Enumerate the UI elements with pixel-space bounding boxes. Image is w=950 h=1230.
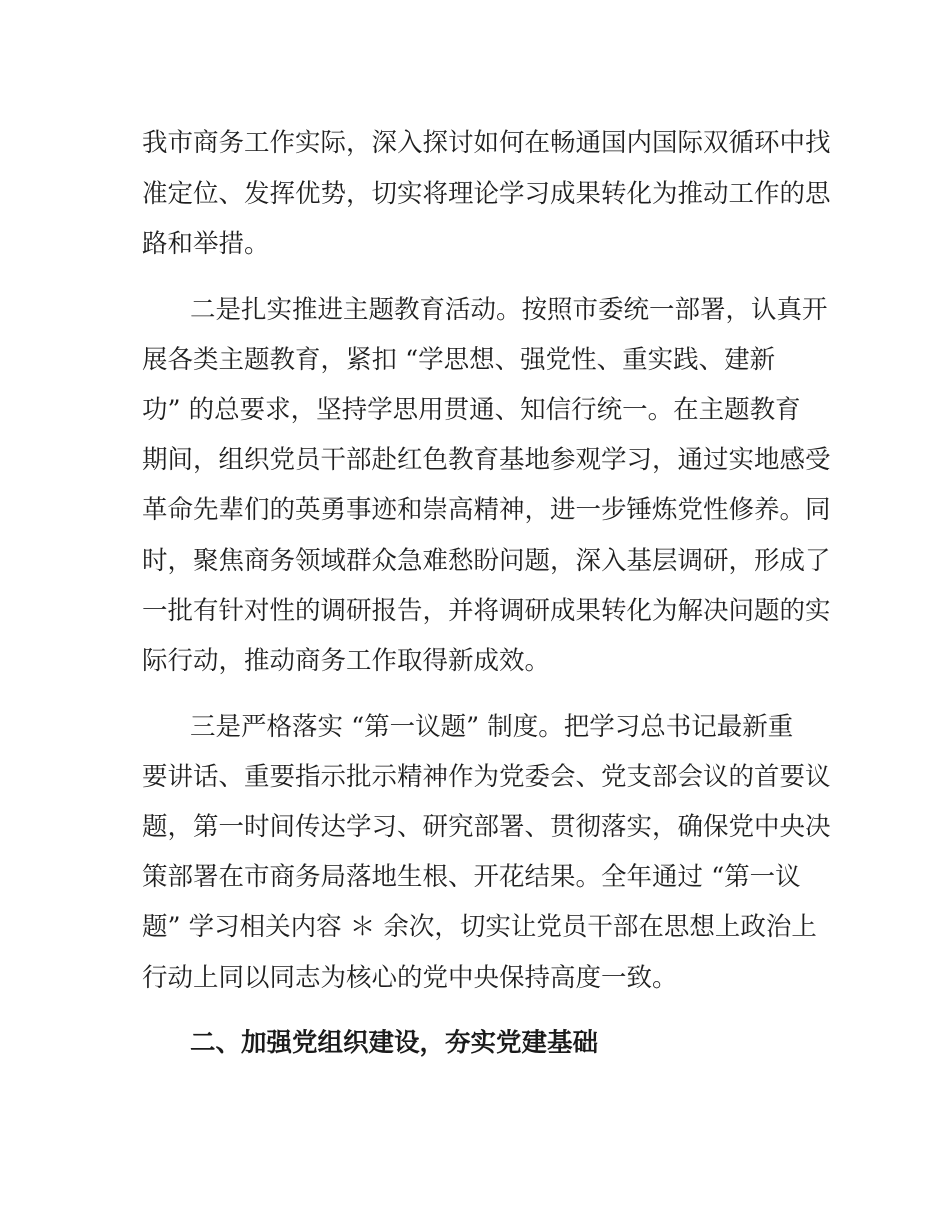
- text-line: 期间，组织党员干部赴红色教育基地参观学习，通过实地感受: [142, 445, 831, 475]
- text-line: 时，聚焦商务领域群众急难愁盼问题，深入基层调研，形成了: [142, 546, 831, 576]
- text-line: 二是扎实推进主题教育活动。按照市委统一部署，认真开: [190, 295, 828, 325]
- text-line: 革命先辈们的英勇事迹和崇高精神，进一步锤炼党性修养。同: [142, 495, 831, 525]
- text-line: 展各类主题教育，紧扣 “学思想、强党性、重实践、建新: [142, 345, 776, 375]
- text-line: 我市商务工作实际，深入探讨如何在畅通国内国际双循环中找: [142, 128, 831, 158]
- text-line: 三是严格落实 “第一议题” 制度。把学习总书记最新重: [190, 712, 794, 742]
- text-line: 要讲话、重要指示批示精神作为党委会、党支部会议的首要议: [142, 762, 831, 792]
- text-line: 一批有针对性的调研报告，并将调研成果转化为解决问题的实: [142, 596, 831, 626]
- text-line: 题，第一时间传达学习、研究部署、贯彻落实，确保党中央决: [142, 812, 831, 842]
- text-line: 际行动，推动商务工作取得新成效。: [142, 646, 551, 676]
- text-line: 行动上同以同志为核心的党中央保持高度一致。: [142, 963, 678, 993]
- text-line: 准定位、发挥优势，切实将理论学习成果转化为推动工作的思: [142, 179, 831, 209]
- text-line: 策部署在市商务局落地生根、开花结果。全年通过 “第一议: [142, 862, 801, 892]
- text-line: 题” 学习相关内容 ＊ 余次，切实让党员干部在思想上政治上: [142, 912, 817, 942]
- text-line: 路和举措。: [142, 229, 270, 259]
- section-heading: 二、加强党组织建设，夯实党建基础: [190, 1028, 599, 1058]
- text-line: 功” 的总要求，坚持学思用贯通、知信行统一。在主题教育: [142, 395, 801, 425]
